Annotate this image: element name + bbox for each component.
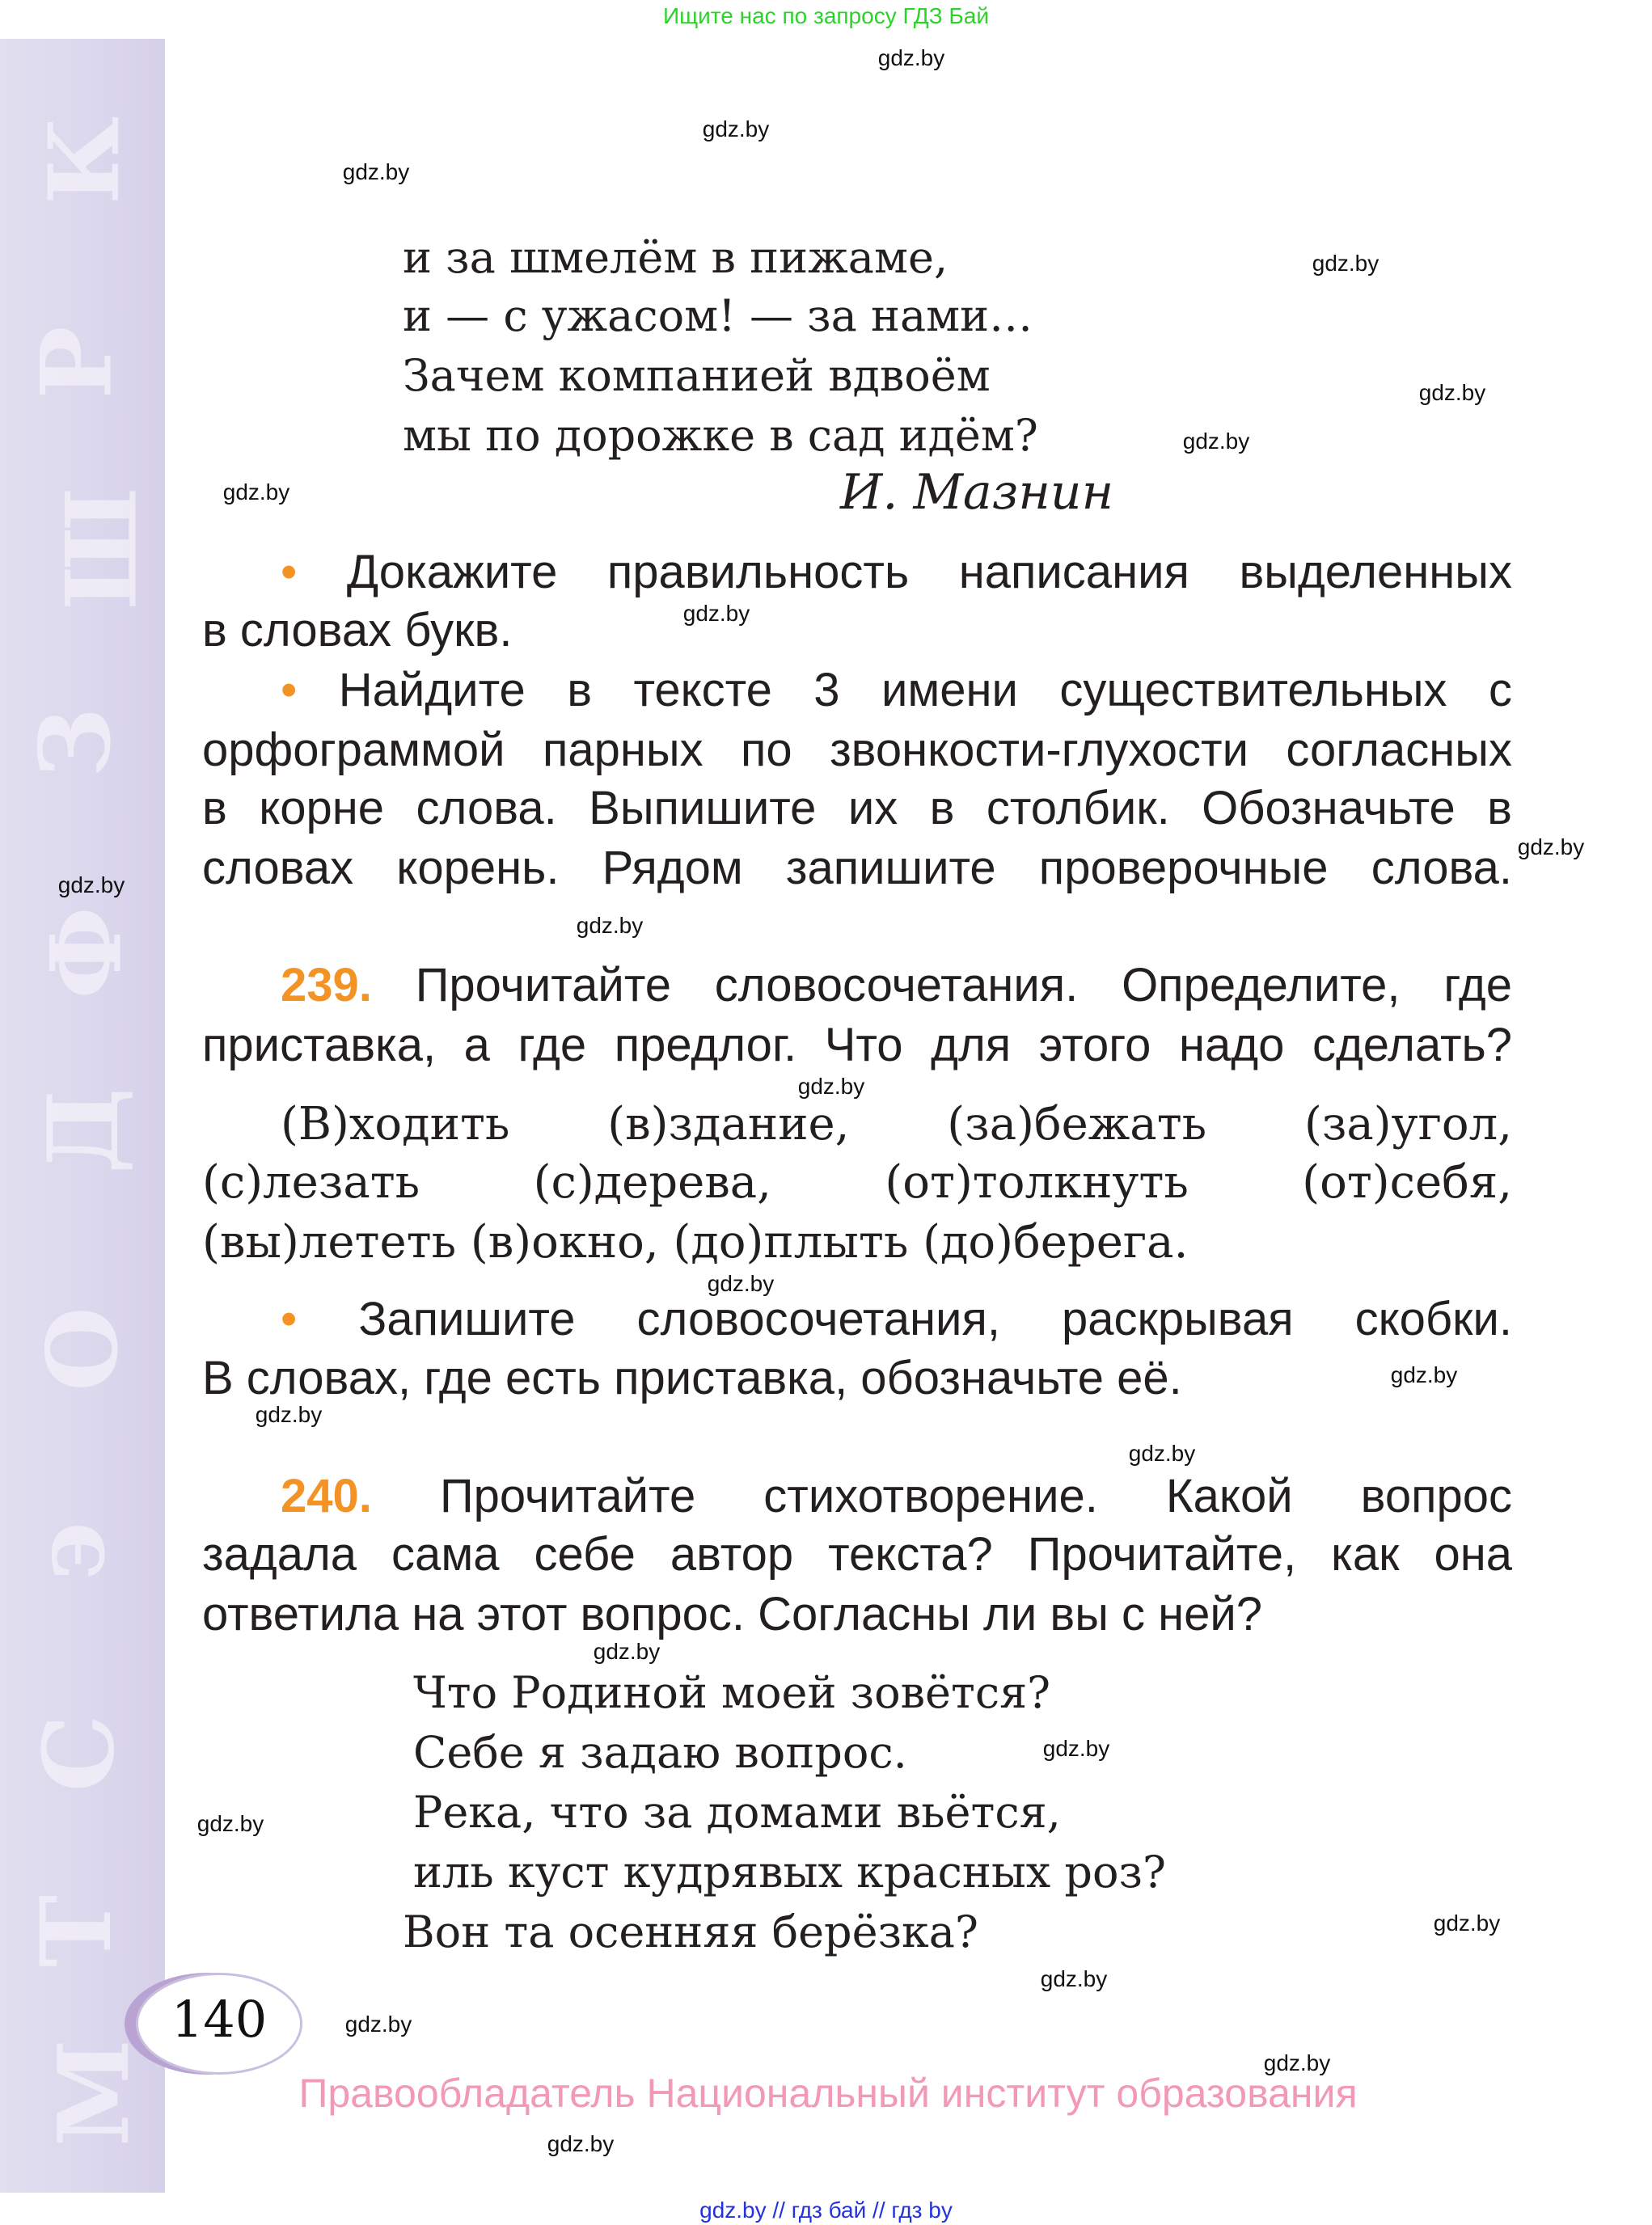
footer-links[interactable]: gdz.by // гдз бай // гдз by bbox=[699, 2198, 953, 2223]
watermark: gdz.by bbox=[1390, 1362, 1458, 1387]
poem-line: Себе я задаю вопрос. bbox=[413, 1727, 907, 1778]
watermark: gdz.by bbox=[1040, 1966, 1108, 1991]
instruction-line: приставка, а где предлог. Что для этого надо сделать? bbox=[202, 1019, 1512, 1071]
instruction-line: В словах, где есть приставка, обозначьте её. bbox=[202, 1352, 1182, 1404]
instruction-line: • Запишите словосочетания, раскрывая скобки. bbox=[281, 1293, 1512, 1345]
watermark: gdz.by bbox=[196, 1811, 264, 1836]
watermark: gdz.by bbox=[1433, 1910, 1501, 1936]
watermark: gdz.by bbox=[682, 601, 750, 626]
watermark: gdz.by bbox=[547, 2131, 615, 2156]
poem-line: Вон та осенняя берёзка? bbox=[403, 1906, 978, 1957]
task-239-heading: 239. Прочитайте словосочетания. Определите, где bbox=[281, 959, 1512, 1011]
watermark: gdz.by bbox=[1128, 1441, 1196, 1466]
watermark: gdz.by bbox=[576, 913, 644, 938]
sidebar-letter: Ф bbox=[29, 906, 144, 999]
watermark: gdz.by bbox=[593, 1639, 661, 1664]
sidebar-letter: С bbox=[22, 1714, 137, 1792]
instruction-line: орфограммой парных по звонкости-глухости согласных bbox=[202, 724, 1512, 776]
poem-line: Река, что за домами вьётся, bbox=[413, 1787, 1061, 1838]
poem-line: Что Родиной моей зовётся? bbox=[413, 1667, 1051, 1718]
exercise-number: 239. bbox=[281, 959, 372, 1011]
bullet-icon: • bbox=[281, 664, 298, 716]
sidebar-letter: М bbox=[36, 2039, 151, 2147]
watermark: gdz.by bbox=[342, 159, 410, 184]
exercise-number: 240. bbox=[281, 1470, 372, 1522]
watermark: gdz.by bbox=[344, 2012, 412, 2037]
sidebar-letter: Ш bbox=[44, 487, 159, 610]
poem-author: И. Мазнин bbox=[840, 464, 1114, 521]
sidebar-letter: Д bbox=[26, 1087, 141, 1174]
example-line: (В)ходить (в)здание, (за)бежать (за)угол, bbox=[281, 1098, 1512, 1150]
instruction-line: • Докажите правильность написания выделенных bbox=[281, 546, 1512, 598]
poem-line: Зачем компанией вдвоём bbox=[403, 350, 991, 401]
copyright-notice: Правообладатель Национальный институт образования bbox=[298, 2071, 1358, 2116]
bullet-icon: • bbox=[281, 1293, 298, 1345]
instruction-line: ответила на этот вопрос. Согласны ли вы с ней? bbox=[202, 1588, 1263, 1640]
watermark: gdz.by bbox=[707, 1271, 775, 1296]
example-line: (с)лезать (с)дерева, (от)толкнуть (от)себя, bbox=[202, 1156, 1512, 1209]
instruction-line: в корне слова. Выпишите их в столбик. Обозначьте в bbox=[202, 782, 1512, 834]
decorative-alphabet-sidebar bbox=[0, 39, 165, 2193]
sidebar-letter: Т bbox=[19, 1894, 134, 1968]
instruction-line: в словах букв. bbox=[202, 604, 513, 657]
watermark: gdz.by bbox=[255, 1402, 323, 1427]
page-number: 140 bbox=[171, 1990, 268, 2049]
watermark: gdz.by bbox=[1418, 380, 1486, 405]
instruction-line: задала сама себе автор текста? Прочитайте, как она bbox=[202, 1528, 1512, 1581]
watermark: gdz.by bbox=[877, 45, 945, 70]
poem-line: и — с ужасом! — за нами… bbox=[403, 290, 1033, 341]
watermark: gdz.by bbox=[1182, 429, 1250, 454]
poem-line: и за шмелём в пижаме, bbox=[403, 232, 949, 283]
watermark: gdz.by bbox=[1312, 251, 1379, 276]
instruction-line: • Найдите в тексте 3 имени существительных с bbox=[281, 664, 1512, 716]
bullet-icon: • bbox=[281, 546, 298, 598]
sidebar-letter: К bbox=[27, 116, 142, 205]
poem-line: мы по дорожке в сад идём? bbox=[403, 410, 1038, 461]
watermark: gdz.by bbox=[57, 872, 125, 897]
sidebar-letter: э bbox=[13, 1521, 128, 1581]
poem-line: иль куст кудрявых красных роз? bbox=[413, 1847, 1166, 1898]
watermark: gdz.by bbox=[702, 116, 770, 141]
sidebar-letter: З bbox=[18, 707, 133, 778]
watermark: gdz.by bbox=[222, 479, 290, 505]
sidebar-letter: О bbox=[25, 1307, 140, 1391]
watermark: gdz.by bbox=[1517, 834, 1585, 859]
page-number-badge bbox=[136, 1973, 302, 2075]
instruction-line: словах корень. Рядом запишите проверочные слова. bbox=[202, 842, 1512, 894]
watermark: gdz.by bbox=[1263, 2050, 1331, 2075]
sidebar-letter: Р bbox=[19, 326, 134, 399]
example-line: (вы)лететь (в)окно, (до)плыть (до)берега. bbox=[202, 1216, 1189, 1269]
search-banner-link[interactable]: Ищите нас по запросу ГДЗ Бай bbox=[662, 3, 990, 28]
task-240-heading: 240. Прочитайте стихотворение. Какой вопрос bbox=[281, 1470, 1512, 1522]
watermark: gdz.by bbox=[797, 1074, 865, 1099]
watermark: gdz.by bbox=[1042, 1736, 1110, 1761]
